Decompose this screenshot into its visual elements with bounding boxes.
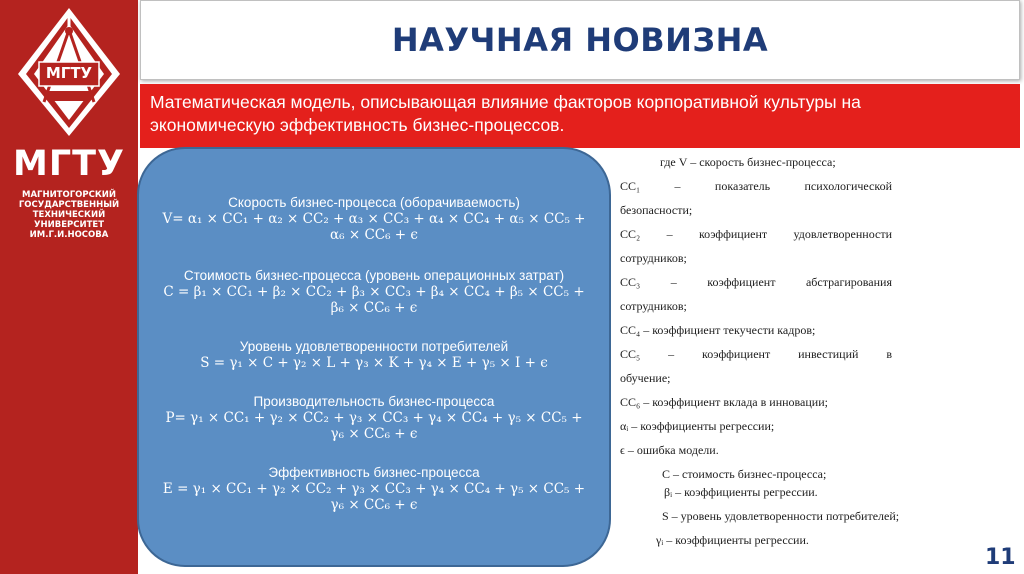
definition-item: S – уровень удовлетворенности потребителей; (662, 509, 900, 523)
formula-label: Эффективность бизнес-процесса (268, 465, 480, 480)
formula-expression: C = β₁ × CC₁ + β₂ × CC₂ + β₃ × CC₃ + β₄ × CC₄ + β₅ × CC₅ + (163, 284, 585, 300)
model-description-banner (140, 84, 1020, 148)
formula-speed (139, 195, 609, 243)
formulas-panel (137, 147, 611, 567)
definition-item: безопасности; (620, 203, 693, 217)
formula-expression: S = γ₁ × C + γ₂ × L + γ₃ × K + γ₄ × E + γ₅ × I + ϵ (200, 355, 548, 371)
formula-expression-cont: β₆ × CC₆ + ϵ (330, 300, 418, 316)
definition-item: CC₅ – коэффициент инвестиций в (620, 347, 892, 361)
definition-item: CC₂ – коэффициент удовлетворенности (620, 227, 892, 241)
sidebar (0, 0, 138, 574)
logo-name: МГТУ (13, 144, 125, 184)
definition-item: ϵ – ошибка модели. (620, 443, 719, 457)
definition-item: CC₁ – показатель психологической (620, 179, 892, 193)
definition-item: CC₆ – коэффициент вклада в инновации; (620, 395, 828, 409)
logo-subtitle-line: УНИВЕРСИТЕТ (33, 220, 105, 230)
definition-item: сотрудников; (620, 299, 687, 313)
page-number: 11 (985, 545, 1016, 570)
banner-line: Математическая модель, описывающая влияние факторов корпоративной культуры на (150, 92, 861, 112)
definition-item: CC₃ – коэффициент абстрагирования (620, 275, 892, 289)
formula-satisfaction (139, 339, 609, 371)
formula-expression-cont: γ₆ × CC₆ + ϵ (330, 497, 418, 513)
page-title: НАУЧНАЯ НОВИЗНА (391, 21, 769, 59)
formula-label: Производительность бизнес-процесса (253, 394, 495, 409)
definition-item: γᵢ – коэффициенты регрессии. (656, 533, 809, 547)
logo-subtitle-line: МАГНИТОГОРСКИЙ (22, 190, 116, 200)
formula-expression-cont: α₆ × CC₆ + ϵ (330, 227, 418, 243)
definition-item: где V – скорость бизнес-процесса; (660, 155, 836, 169)
definition-item: βᵢ – коэффициенты регрессии. (664, 485, 818, 499)
emblem-text: МГТУ (45, 64, 93, 82)
formula-efficiency (139, 465, 609, 513)
formula-label: Уровень удовлетворенности потребителей (239, 339, 509, 354)
formula-expression: E = γ₁ × CC₁ + γ₂ × CC₂ + γ₃ × CC₃ + γ₄ × CC₄ + γ₅ × CC₅ + (162, 481, 586, 497)
banner-line: экономическую эффективность бизнес-процессов. (150, 115, 565, 135)
title-box (140, 0, 1020, 80)
definition-item: сотрудников; (620, 251, 687, 265)
definition-item: CC₄ – коэффициент текучести кадров; (620, 323, 816, 337)
definition-item: обучение; (620, 371, 671, 385)
formula-expression-cont: γ₆ × CC₆ + ϵ (330, 426, 418, 442)
formula-expression: V= α₁ × CC₁ + α₂ × CC₂ + α₃ × CC₃ + α₄ × CC₄ + α₅ × CC₅ + (162, 211, 586, 227)
logo-subtitle-line: ИМ.Г.И.НОСОВА (29, 230, 109, 240)
formula-expression: P= γ₁ × CC₁ + γ₂ × CC₂ + γ₃ × CC₃ + γ₄ × CC₄ + γ₅ × CC₅ + (165, 410, 583, 426)
formula-label: Стоимость бизнес-процесса (уровень операционных затрат) (183, 268, 565, 283)
logo-subtitle-line: ГОСУДАРСТВЕННЫЙ (18, 200, 120, 210)
definition-item: C – стоимость бизнес-процесса; (662, 467, 827, 481)
logo-subtitle (0, 190, 138, 240)
formula-cost (139, 268, 609, 316)
formula-productivity (139, 394, 609, 442)
formula-label: Скорость бизнес-процесса (оборачиваемость) (228, 195, 520, 210)
definition-item: αᵢ – коэффициенты регрессии; (620, 419, 775, 433)
logo-subtitle-line: ТЕХНИЧЕСКИЙ (32, 210, 106, 220)
